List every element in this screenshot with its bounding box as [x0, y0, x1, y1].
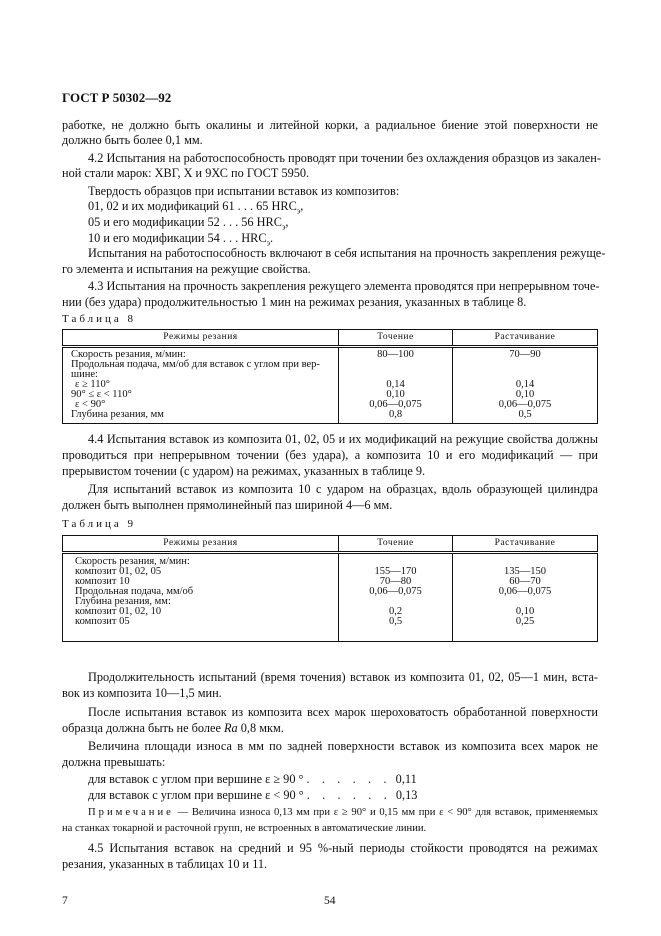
- table-9-label: Таблица 9: [62, 518, 137, 530]
- table-8: [62, 329, 598, 424]
- column-header: Точение: [339, 536, 453, 553]
- paragraph-line: Продолжительность испытаний (время точения) вставок из композита 01, 02, 05—1 мин, вста-: [88, 670, 598, 684]
- paragraph-line: 4.4 Испытания вставок из композита 01, 02, 05 и их модификаций на режущие свойства должны: [88, 432, 598, 446]
- table-column: 80—100 0,14 0,10 0,06—0,075 0,8: [339, 347, 453, 424]
- paragraph-line: нии (без удара) продолжительностью 1 мин на режимах резания, указанных в таблице 8.: [62, 295, 527, 309]
- paragraph-line: вок из композита 10—1,5 мин.: [62, 686, 222, 700]
- paragraph-line: должно быть более 0,1 мм.: [62, 133, 203, 147]
- note-line: на станках токарной и расточной групп, не встроенных в автоматические линии.: [62, 823, 427, 834]
- table-column: Скорость резания, м/мин: Продольная подача, мм/об для вставок с углом при вер- шине: ε ≥ 110° 90° ≤ ε < 110° ε < 90° Глубина резания, мм: [71, 349, 320, 420]
- paragraph-line: 4.3 Испытания на прочность закрепления режущего элемента проводятся при непрерывном точе-: [88, 279, 600, 293]
- paragraph-line: 4.5 Испытания вставок на средний и 95 %-ный периоды стойкости проводятся на режимах: [88, 841, 598, 855]
- page-number: 54: [324, 895, 336, 907]
- document-header: ГОСТ Р 50302—92: [62, 90, 172, 105]
- paragraph-line: образца должна быть не более Ra 0,8 мкм.: [62, 721, 284, 735]
- paragraph-line: работке, не должно быть окалины и литейной корки, а радиальное биение этой поверхности не: [62, 118, 598, 132]
- paragraph-line: 4.2 Испытания на работоспособность проводят при точении без охлаждения образцов из закален-: [88, 151, 601, 165]
- hardness-line: 10 и его модификации 54 . . . $HRC_э$.: [88, 231, 274, 248]
- table-column: 155—170 70—80 0,06—0,075 0,2 0,5: [339, 553, 453, 642]
- paragraph-line: ной стали марок: ХВГ, X и 9ХС по ГОСТ 5950.: [62, 166, 310, 180]
- column-header: Точение: [339, 330, 453, 347]
- paragraph-line: Для испытаний вставок из композита 10 с ударом на образцах, вдоль образующей цилиндра: [88, 482, 598, 496]
- paragraph-line: проводиться при непрерывном точении (без удара), а композита 10 и его модификаций — при: [62, 448, 598, 462]
- paragraph-line: должна превышать:: [62, 755, 166, 769]
- hardness-line: 01, 02 и их модификаций 61 . . . 65 $HRC_э$,: [88, 199, 304, 216]
- paragraph-line: прерывистом точении (с ударом) на режимах, указанных в таблице 9.: [62, 464, 426, 478]
- table-column: 135—150 60—70 0,06—0,075 0,10 0,25: [453, 553, 598, 642]
- paragraph-line: Твердость образцов при испытании вставок из композитов:: [88, 184, 400, 198]
- paragraph-line: После испытания вставок из композита всех марок шероховатость обработанной поверхности: [88, 705, 598, 719]
- footer-mark: 7: [62, 895, 68, 907]
- paragraph-line: должен быть выполнен прямолинейный паз шириной 4—6 мм.: [62, 498, 393, 512]
- column-header: Режимы резания: [63, 536, 339, 553]
- column-header: Растачивание: [453, 536, 598, 553]
- paragraph-line: Испытания на работоспособность включают в себя испытания на прочность закрепления режуще-: [88, 246, 606, 260]
- table-9: [62, 535, 598, 642]
- table-8-label: Таблица 8: [62, 313, 137, 325]
- wear-limit-line: для вставок с углом при вершине ε < 90 ° . . . . . . 0,13: [88, 788, 418, 802]
- table-column: Скорость резания, м/мин: композит 01, 02, 05 композит 10 Продольная подача, мм/об Глубина резания, мм: композит 01, 02, 10 композит 05: [75, 556, 194, 627]
- wear-limit-line: для вставок с углом при вершине ε ≥ 90 ° . . . . . . 0,11: [88, 772, 417, 786]
- paragraph-line: го элемента и испытания на режущие свойства.: [62, 262, 311, 276]
- paragraph-line: резания, указанных в таблицах 10 и 11.: [62, 857, 268, 871]
- table-column: 70—90 0,14 0,10 0,06—0,075 0,5: [453, 347, 598, 424]
- note-line: Примечание — Величина износа 0,13 мм при ε ≥ 90° и 0,15 мм при ε < 90° для вставок, применяемых: [88, 807, 598, 818]
- column-header: Режимы резания: [63, 330, 339, 347]
- column-header: Растачивание: [453, 330, 598, 347]
- hardness-line: 05 и его модификации 52 . . . 56 $HRC_э$,: [88, 215, 289, 232]
- paragraph-line: Величина площади износа в мм по задней поверхности вставок из композита всех марок не: [88, 739, 598, 753]
